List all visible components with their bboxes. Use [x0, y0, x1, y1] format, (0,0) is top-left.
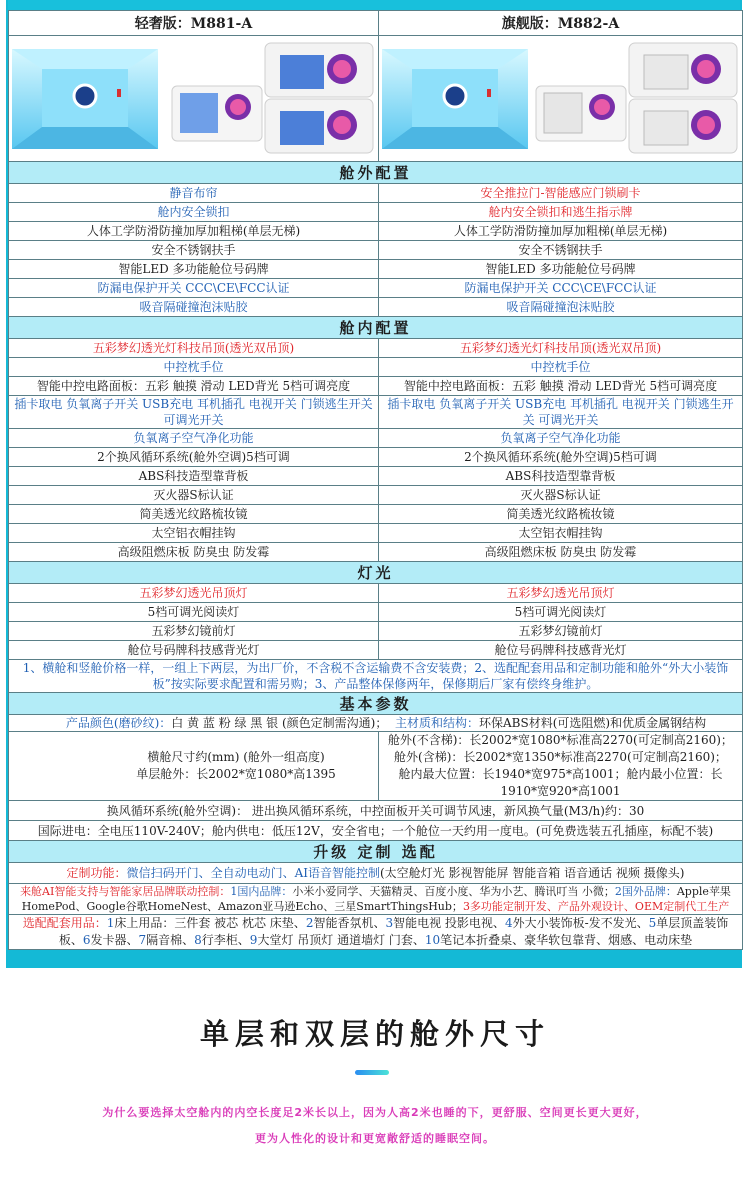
int-left: 高级阻燃床板 防臭虫 防发霉: [9, 543, 379, 562]
light-left: 5档可调光阅读灯: [9, 603, 379, 622]
color-value: 白 黄 蓝 粉 绿 黑 银 (颜色定制需沟通)；: [171, 716, 388, 730]
option-number: 5: [648, 916, 657, 930]
option-text: 智能香氛机、: [313, 916, 386, 930]
int-left: 五彩梦幻透光灯科技吊顶(透光双吊顶): [9, 339, 379, 358]
int-left: ABS科技造型靠背板: [9, 467, 379, 486]
custom-rest: (太空舱灯光 影视智能屏 智能音箱 语音通话 视频 摄像头): [379, 866, 685, 880]
ai-label: 来舱AI智能支持与智能家居品牌联动控制：: [20, 885, 231, 898]
option-text: 发卡器、: [90, 933, 139, 947]
material-value: 环保ABS材料(可选阻燃)和优质金属钢结构: [479, 716, 707, 730]
capsule-exterior-image: [170, 41, 375, 156]
light-right: 五彩梦幻透光吊顶灯: [379, 584, 743, 603]
footer-line-2: 更为人性化的设计和更宽敞舒适的睡眠空间。: [255, 1132, 495, 1145]
ai-foreign-label: 2国外品牌：: [614, 885, 677, 898]
size-left-1: 横舱尺寸约(mm) (舱外一组高度): [147, 750, 325, 764]
custom-row: [9, 863, 743, 884]
section-upgrade-title: 升级 定制 选配: [9, 841, 743, 863]
ai-domestic-label: 1国内品牌：: [230, 885, 293, 898]
color-label: 产品颜色(磨砂纹)：: [65, 716, 172, 730]
option-text: 笔记本折叠桌、豪华软包靠背、烟感、电动床垫: [440, 933, 693, 947]
int-right: 智能中控电路面板：五彩 触摸 滑动 LED背光 5档可调亮度: [379, 377, 743, 396]
option-text: 外大小装饰板-发不发光、: [512, 916, 649, 930]
note-2: 2、选配配套用品和定制功能和舱外“外大小装饰板”按实际要求配置和需另购；: [152, 661, 729, 691]
int-right: 灭火器S标认证: [379, 486, 743, 505]
options-list: [59, 916, 728, 947]
size-right-1: 舱外(不含梯)：长2002*宽1080*标准高2270(可定制高2160)；: [388, 733, 733, 747]
ext-right: 人体工学防滑防撞加厚加粗梯(单层无梯): [379, 222, 743, 241]
capsule-exterior-image: [534, 41, 739, 156]
custom-red: 微信扫码开门、全自动电动门、AI语音智能控制: [126, 866, 380, 880]
int-right: 太空铝衣帽挂钩: [379, 524, 743, 543]
option-number: 8: [194, 933, 202, 947]
ext-right: 舱内安全锁扣和逃生指示牌: [379, 203, 743, 222]
section-lighting-title: 灯光: [9, 562, 743, 584]
option-number: 7: [138, 933, 147, 947]
options-row: [9, 915, 743, 950]
note-1: 1、横舱和竖舱价格一样，一组上下两层，为出厂价，不含税不含运输费不含安装费；: [22, 661, 475, 675]
size-left-2: 单层舱外：长2002*宽1080*高1395: [136, 767, 336, 781]
int-left: 2个换风循环系统(舱外空调)5档可调: [9, 448, 379, 467]
option-number: 4: [504, 916, 513, 930]
model-right-images: [379, 36, 743, 162]
spec-table: [8, 10, 743, 950]
option-text: 大堂灯 吊顶灯 通道墙灯 门套、: [257, 933, 425, 947]
size-right-cell: [379, 732, 743, 801]
option-text: 隔音棉、: [146, 933, 195, 947]
int-left: 中控枕手位: [9, 358, 379, 377]
model-left-label: 轻奢版：M881-A: [9, 11, 379, 36]
size-left-cell: [9, 732, 379, 801]
int-right: 负氧离子空气净化功能: [379, 429, 743, 448]
int-left: 负氧离子空气净化功能: [9, 429, 379, 448]
ai-row: [9, 884, 743, 915]
ext-left: 智能LED 多功能舱位号码牌: [9, 260, 379, 279]
option-number: 3: [385, 916, 394, 930]
model-right-label: 旗舰版：M882-A: [379, 11, 743, 36]
option-number: 1: [106, 916, 115, 930]
size-section-title: 单层和双层的舱外尺寸: [199, 1017, 550, 1051]
ext-right: 智能LED 多功能舱位号码牌: [379, 260, 743, 279]
ext-left: 人体工学防滑防撞加厚加粗梯(单层无梯): [9, 222, 379, 241]
ext-left: 防漏电保护开关 CCC\CE\FCC认证: [9, 279, 379, 298]
option-number: 9: [249, 933, 258, 947]
power-row: 国际进电：全电压110V-240V；舱内供电：低压12V，安全省电；一个舱位一天约用一度电。(可免费选装五孔插座，标配不装): [9, 821, 743, 841]
option-number: 6: [82, 933, 91, 947]
top-strip: [8, 0, 740, 10]
light-left: 舱位号码牌科技感背光灯: [9, 641, 379, 660]
option-number: 2: [305, 916, 314, 930]
int-left: 太空铝衣帽挂钩: [9, 524, 379, 543]
ext-left: 安全不锈钢扶手: [9, 241, 379, 260]
section-exterior-title: 舱外配置: [9, 162, 743, 184]
int-right: 五彩梦幻透光灯科技吊顶(透光双吊顶): [379, 339, 743, 358]
size-right-2: 舱外(含梯)：长2002*宽1350*标准高2270(可定制高2160)；: [394, 750, 727, 764]
light-left: 五彩梦幻透光吊顶灯: [9, 584, 379, 603]
material-label: 主材质和结构：: [395, 716, 480, 730]
option-text: 床上用品：三件套 被芯 枕芯 床垫、: [114, 916, 306, 930]
ai-foreign: Apple苹果HomePod、Google谷歌HomeNest、Amazon亚马逊Echo、三星SmartThingsHub；: [21, 885, 731, 913]
light-right: 5档可调光阅读灯: [379, 603, 743, 622]
int-right: ABS科技造型靠背板: [379, 467, 743, 486]
int-left: 智能中控电路面板：五彩 触摸 滑动 LED背光 5档可调亮度: [9, 377, 379, 396]
title-divider: [355, 1070, 389, 1075]
int-right: 2个换风循环系统(舱外空调)5档可调: [379, 448, 743, 467]
section-basic-title: 基本参数: [9, 693, 743, 715]
int-left: 灭火器S标认证: [9, 486, 379, 505]
ext-right: 防漏电保护开关 CCC\CE\FCC认证: [379, 279, 743, 298]
custom-label: 定制功能：: [66, 866, 127, 880]
ext-left: 舱内安全锁扣: [9, 203, 379, 222]
section-interior-title: 舱内配置: [9, 317, 743, 339]
ai-domestic: 小米小爱同学、天猫精灵、百度小度、华为小艺、腾讯叮当 小微；: [292, 885, 615, 898]
option-text: 单层顶盖装饰板、: [58, 916, 729, 947]
ext-right: 安全推拉门-智能感应门锁刷卡: [379, 184, 743, 203]
size-right-3: 舱内最大位置：长1940*宽975*高1001；舱内最小位置：长1910*宽920*高1001: [398, 767, 723, 798]
light-right: 舱位号码牌科技感背光灯: [379, 641, 743, 660]
ai-oem: 3多功能定制开发、产品外观设计、OEM定制代工生产: [462, 900, 730, 913]
option-number: 10: [424, 933, 441, 947]
ext-left: 静音布帘: [9, 184, 379, 203]
note-3: 3、产品整体保修两年，保修期后厂家有偿终身维护。: [314, 677, 599, 691]
option-text: 智能电视 投影电视、: [393, 916, 505, 930]
option-text: 行李柜、: [201, 933, 250, 947]
ext-right: 安全不锈钢扶手: [379, 241, 743, 260]
int-right: 高级阻燃床板 防臭虫 防发霉: [379, 543, 743, 562]
int-right: 插卡取电 负氧离子开关 USB充电 耳机插孔 电视开关 门锁逃生开关 可调光开关: [379, 396, 743, 429]
capsule-interior-image: [12, 49, 158, 149]
notes-cell: [9, 660, 743, 693]
light-right: 五彩梦幻镜前灯: [379, 622, 743, 641]
int-left: 插卡取电 负氧离子开关 USB充电 耳机插孔 电视开关 门锁逃生开关 可调光开关: [9, 396, 379, 429]
capsule-interior-image: [382, 49, 528, 149]
footer-line-1: 为什么要选择太空舱内的内空长度足2米长以上，因为人高2米也睡的下，更舒服、空间更长更大更好，: [102, 1106, 648, 1119]
options-label: 选配配套用品：: [22, 916, 107, 930]
int-right: 中控枕手位: [379, 358, 743, 377]
ext-left: 吸音隔碰撞泡沫贴胶: [9, 298, 379, 317]
model-left-images: [9, 36, 379, 162]
ventilation-row: 换风循环系统(舱外空调)： 进出换风循环系统，中控面板开关可调节风速，新风换气量(M3/h)约：30: [9, 801, 743, 821]
basic-color-material: [9, 715, 743, 732]
ext-right: 吸音隔碰撞泡沫贴胶: [379, 298, 743, 317]
int-right: 简美透光纹路梳妆镜: [379, 505, 743, 524]
light-left: 五彩梦幻镜前灯: [9, 622, 379, 641]
int-left: 简美透光纹路梳妆镜: [9, 505, 379, 524]
